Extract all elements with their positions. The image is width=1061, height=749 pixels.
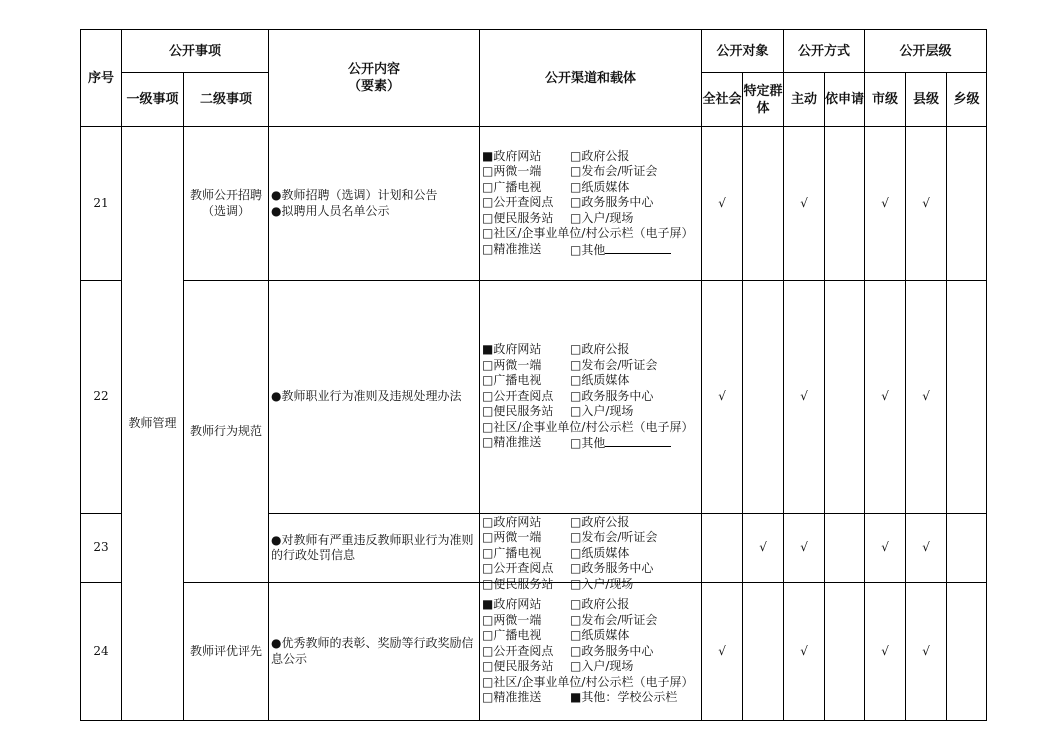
- row-level1: 教师管理: [122, 127, 184, 721]
- channel-option: □政务服务中心: [570, 643, 654, 658]
- channel-option: □公开查阅点: [482, 643, 554, 658]
- mark-level-county: √: [906, 281, 947, 514]
- header-content-title: 公开内容: [348, 62, 401, 77]
- mark-method-request: [825, 514, 865, 583]
- channel-option: □政务服务中心: [570, 195, 654, 210]
- row-level2: 教师行为规范: [184, 281, 269, 583]
- channel-option: □便民服务站: [482, 659, 554, 674]
- row-content: [269, 583, 480, 721]
- channel-option: □政府公报: [570, 514, 630, 529]
- row-content: [269, 514, 480, 583]
- channel-option: □政府公报: [570, 597, 630, 612]
- header-channels: 公开渠道和载体: [480, 30, 702, 127]
- channel-option: □广播电视: [482, 179, 542, 194]
- channel-option: ■政府网站: [482, 342, 542, 357]
- mark-audience-all: √: [702, 127, 743, 281]
- row-channels: [480, 583, 702, 721]
- channel-option: □入户/现场: [570, 210, 634, 225]
- channel-option: ■其他：学校公示栏: [570, 690, 678, 705]
- channel-option: □政府公报: [570, 148, 630, 163]
- mark-method-request: [825, 583, 865, 721]
- channel-option: □便民服务站: [482, 210, 554, 225]
- content-line: ●教师职业行为准则及违规处理办法: [271, 389, 462, 404]
- row-level2: 教师公开招聘（选调）: [184, 127, 269, 281]
- channel-option: □精准推送: [482, 690, 542, 705]
- channel-option: □纸质媒体: [570, 545, 630, 560]
- channel-option: □两微一端: [482, 530, 542, 544]
- mark-level-county: √: [906, 514, 947, 583]
- channel-option: □纸质媒体: [570, 179, 630, 194]
- row-seq: 22: [81, 281, 122, 514]
- header-level-city: 市级: [865, 73, 906, 127]
- content-line: ●教师招聘（选调）计划和公告: [271, 188, 438, 202]
- mark-audience-specific: [743, 281, 784, 514]
- mark-level-county: √: [906, 127, 947, 281]
- channel-option: □广播电视: [482, 373, 542, 388]
- channel-option: □两微一端: [482, 357, 542, 372]
- channel-option: □入户/现场: [570, 659, 634, 674]
- channel-option: □精准推送: [482, 241, 542, 256]
- channel-option: □便民服务站: [482, 576, 554, 591]
- header-level-group: 公开层级: [865, 30, 987, 73]
- header-method-request: 依申请: [825, 73, 865, 127]
- mark-method-active: √: [784, 281, 825, 514]
- channels-grid-last: [482, 242, 699, 259]
- header-audience-all: 全社会: [702, 73, 743, 127]
- row-content: [269, 281, 480, 514]
- channels-grid: [482, 342, 699, 420]
- channel-option: □政府公报: [570, 342, 630, 357]
- header-seq: 序号: [81, 30, 122, 127]
- row-seq: 24: [81, 583, 122, 721]
- header-method-group: 公开方式: [784, 30, 865, 73]
- channel-option: ■政府网站: [482, 597, 542, 612]
- channels-grid: [482, 149, 699, 227]
- channel-option: □纸质媒体: [570, 373, 630, 388]
- mark-level-town: [947, 514, 987, 583]
- channel-option: □精准推送: [482, 435, 542, 450]
- channels-grid-last: [482, 690, 699, 706]
- mark-audience-all: [702, 514, 743, 583]
- channel-other-label: □其他: [570, 242, 606, 257]
- header-row-1: [81, 30, 987, 73]
- channel-option: □公开查阅点: [482, 195, 554, 210]
- channel-option: □发布会/听证会: [570, 164, 658, 179]
- mark-method-active: √: [784, 127, 825, 281]
- mark-level-city: √: [865, 281, 906, 514]
- header-content-subtitle: （要素）: [348, 79, 401, 94]
- row-seq: 23: [81, 514, 122, 583]
- fill-in-underline: [605, 242, 671, 254]
- channel-option: □广播电视: [482, 545, 542, 560]
- mark-audience-specific: [743, 127, 784, 281]
- channel-option: □两微一端: [482, 612, 542, 627]
- table-row: [81, 281, 987, 514]
- channel-option: □政务服务中心: [570, 561, 654, 575]
- channels-grid: [482, 597, 699, 675]
- mark-audience-all: √: [702, 281, 743, 514]
- channels-box: [482, 597, 699, 706]
- mark-level-city: √: [865, 583, 906, 721]
- content-line: ●对教师有严重违反教师职业行为准则的行政处罚信息: [271, 532, 474, 562]
- mark-level-town: [947, 583, 987, 721]
- header-level1: 一级事项: [122, 73, 184, 127]
- header-audience-group: 公开对象: [702, 30, 784, 73]
- channel-option: □政务服务中心: [570, 388, 654, 403]
- mark-method-active: √: [784, 583, 825, 721]
- mark-level-town: [947, 127, 987, 281]
- content-line: ●优秀教师的表彰、奖励等行政奖励信息公示: [271, 636, 474, 666]
- header-level2: 二级事项: [184, 73, 269, 127]
- header-level-county: 县级: [906, 73, 947, 127]
- channel-option: □发布会/听证会: [570, 530, 658, 544]
- row-seq: 21: [81, 127, 122, 281]
- row-channels: [480, 127, 702, 281]
- channel-option: □政府网站: [482, 514, 542, 529]
- channel-option-wide: □社区/企事业单位/村公示栏（电子屏）: [482, 226, 694, 241]
- row-channels: [480, 514, 702, 591]
- channel-option: □便民服务站: [482, 404, 554, 419]
- mark-audience-all: √: [702, 583, 743, 721]
- table-row: [81, 583, 987, 721]
- channel-option: □公开查阅点: [482, 388, 554, 403]
- table-row: [81, 127, 987, 281]
- channel-option: □入户/现场: [570, 576, 634, 591]
- channel-option-other: [570, 242, 700, 259]
- mark-level-city: √: [865, 514, 906, 583]
- header-items-group: 公开事项: [122, 30, 269, 73]
- channels-box: [482, 149, 699, 259]
- mark-audience-specific: [743, 583, 784, 721]
- content-line: ●拟聘用人员名单公示: [271, 203, 390, 218]
- mark-level-city: √: [865, 127, 906, 281]
- channel-option-wide: □社区/企事业单位/村公示栏（电子屏）: [482, 674, 694, 689]
- channels-grid: [482, 515, 699, 593]
- channels-grid-last: [482, 435, 699, 452]
- header-content: [269, 30, 480, 127]
- channel-other-label: □其他: [570, 436, 606, 451]
- fill-in-underline: [605, 435, 671, 447]
- channel-option: □纸质媒体: [570, 628, 630, 643]
- row-channels: [480, 281, 702, 514]
- row-level2: 教师评优评先: [184, 583, 269, 721]
- channels-box: [482, 514, 699, 591]
- header-audience-specific: 特定群体: [743, 73, 784, 127]
- mark-method-active: √: [784, 514, 825, 583]
- channel-option: □发布会/听证会: [570, 357, 658, 372]
- channels-box: [482, 342, 699, 452]
- mark-level-county: √: [906, 583, 947, 721]
- channel-option: ■政府网站: [482, 148, 542, 163]
- mark-method-request: [825, 281, 865, 514]
- mark-level-town: [947, 281, 987, 514]
- header-method-active: 主动: [784, 73, 825, 127]
- channel-option: □入户/现场: [570, 404, 634, 419]
- row-content: [269, 127, 480, 281]
- mark-audience-specific: √: [743, 514, 784, 583]
- channel-option: □两微一端: [482, 164, 542, 179]
- disclosure-table: [80, 29, 987, 721]
- header-level-town: 乡级: [947, 73, 987, 127]
- channel-option: □公开查阅点: [482, 561, 554, 575]
- mark-method-request: [825, 127, 865, 281]
- channel-option-wide: □社区/企事业单位/村公示栏（电子屏）: [482, 419, 694, 434]
- channel-option: □广播电视: [482, 628, 542, 643]
- channel-option: □发布会/听证会: [570, 612, 658, 627]
- channel-option-other: [570, 435, 700, 452]
